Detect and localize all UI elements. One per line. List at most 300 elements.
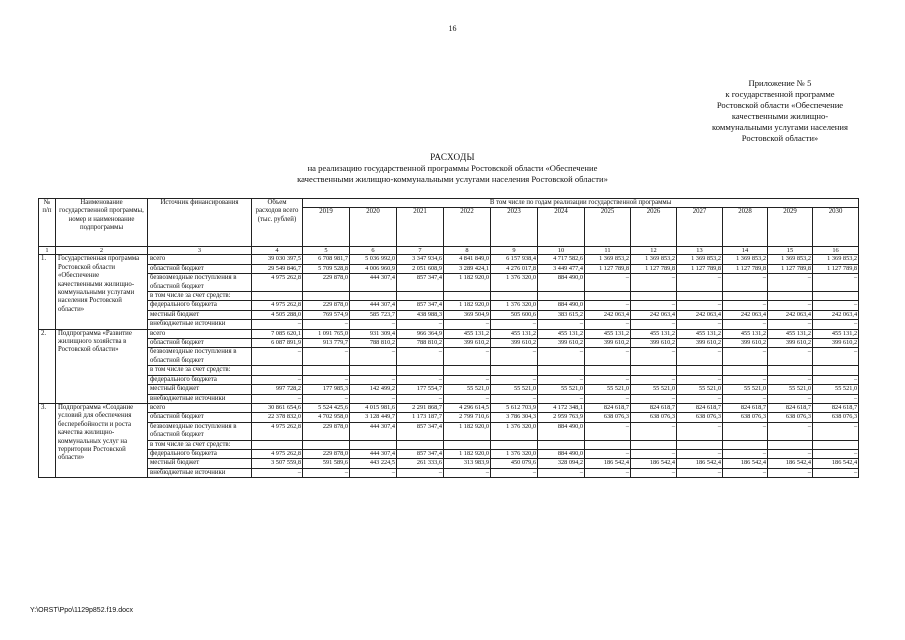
year-value: 5 612 703,9 — [491, 403, 538, 412]
total-value: 4 975 262,8 — [252, 301, 303, 310]
year-value — [585, 440, 631, 449]
year-value: 229 878,0 — [303, 274, 350, 292]
year-value: – — [585, 375, 631, 384]
year-value: – — [397, 348, 444, 366]
year-value: 884 490,0 — [538, 301, 585, 310]
year-value: 638 076,3 — [677, 413, 723, 422]
col-header-year: 2021 — [397, 208, 444, 247]
year-value — [768, 292, 813, 301]
total-value — [252, 292, 303, 301]
appendix-line: Ростовской области «Обеспечение — [716, 100, 844, 110]
year-value: – — [303, 348, 350, 366]
year-value: 4 717 582,6 — [538, 255, 585, 264]
column-number: 12 — [631, 247, 677, 255]
year-value: 399 610,2 — [538, 339, 585, 348]
table-body — [39, 255, 859, 478]
year-value — [538, 440, 585, 449]
year-value: 1 376 320,0 — [491, 301, 538, 310]
year-value — [723, 440, 768, 449]
section-name: Подпрограмма «Создание условий для обеспечения бесперебойности и роста качества жилищно-коммунальных услуг на территории Ростовской области» — [56, 403, 148, 477]
funding-source: в том числе за счет средств: — [148, 366, 252, 375]
year-value: – — [303, 375, 350, 384]
section-name: Государственная программа Ростовской области «Обеспечение качественными жилищно-коммунальными услугами населения Ростовской области» — [56, 255, 148, 329]
funding-source: в том числе за счет средств: — [148, 440, 252, 449]
year-value: 857 347,4 — [397, 274, 444, 292]
year-value: 328 094,2 — [538, 459, 585, 468]
column-number: 6 — [350, 247, 397, 255]
year-value: 1 376 320,0 — [491, 274, 538, 292]
year-value: – — [491, 468, 538, 477]
total-value: 6 087 891,9 — [252, 339, 303, 348]
total-value: 4 975 262,8 — [252, 449, 303, 458]
title-line: качественными жилищно-коммунальными услугами населения Ростовской области» — [297, 174, 608, 184]
year-value: 399 610,2 — [813, 339, 859, 348]
year-value: 55 521,0 — [538, 385, 585, 394]
year-value: 186 542,4 — [813, 459, 859, 468]
year-value: – — [723, 449, 768, 458]
file-path-footer: Y:\ORST\Ppo\1129p852.f19.docx — [30, 607, 133, 614]
year-value: 638 076,3 — [768, 413, 813, 422]
year-value: 242 063,4 — [585, 310, 631, 319]
year-value: 638 076,3 — [585, 413, 631, 422]
year-value: 455 131,2 — [677, 329, 723, 338]
year-value: 186 542,4 — [585, 459, 631, 468]
year-value: 585 723,7 — [350, 310, 397, 319]
year-value: 399 610,2 — [444, 339, 491, 348]
year-value: 4 006 960,9 — [350, 264, 397, 273]
year-value: – — [631, 274, 677, 292]
funding-source: местный бюджет — [148, 385, 252, 394]
year-value — [444, 440, 491, 449]
table-row — [39, 385, 859, 394]
column-number: 15 — [768, 247, 813, 255]
year-value: 884 490,0 — [538, 422, 585, 440]
year-value: – — [585, 348, 631, 366]
year-value: 824 618,7 — [723, 403, 768, 412]
year-value — [350, 366, 397, 375]
funding-source: всего — [148, 329, 252, 338]
year-value: 5 524 425,6 — [303, 403, 350, 412]
year-value: 1 182 920,0 — [444, 301, 491, 310]
table-row — [39, 264, 859, 273]
appendix-line: коммунальными услугами населения — [712, 122, 848, 132]
column-number: 1 — [39, 247, 56, 255]
appendix-line: Приложение № 5 — [748, 78, 812, 88]
year-value: – — [677, 422, 723, 440]
year-value: 55 521,0 — [491, 385, 538, 394]
year-value: 186 542,4 — [677, 459, 723, 468]
year-value: 2 291 868,7 — [397, 403, 444, 412]
year-value: 1 127 789,8 — [677, 264, 723, 273]
column-number: 8 — [444, 247, 491, 255]
year-value: 2 051 608,9 — [397, 264, 444, 273]
year-value — [350, 440, 397, 449]
year-value: – — [768, 301, 813, 310]
year-value: – — [350, 348, 397, 366]
year-value: – — [585, 274, 631, 292]
year-value: 383 615,2 — [538, 310, 585, 319]
year-value: 3 786 304,3 — [491, 413, 538, 422]
year-value: 2 799 710,6 — [444, 413, 491, 422]
total-value: 4 975 262,8 — [252, 274, 303, 292]
year-value: 55 521,0 — [723, 385, 768, 394]
year-value: 4 841 849,0 — [444, 255, 491, 264]
year-value: – — [768, 422, 813, 440]
year-value: – — [723, 301, 768, 310]
year-value — [303, 366, 350, 375]
col-header-year: 2024 — [538, 208, 585, 247]
year-value — [768, 366, 813, 375]
year-value: – — [768, 348, 813, 366]
year-value: 455 131,2 — [585, 329, 631, 338]
column-number: 5 — [303, 247, 350, 255]
year-value: – — [585, 449, 631, 458]
funding-source: всего — [148, 403, 252, 412]
page-number: 16 — [448, 24, 457, 33]
year-value: 55 521,0 — [813, 385, 859, 394]
year-value: 177 985,3 — [303, 385, 350, 394]
year-value: – — [631, 422, 677, 440]
total-value: 29 549 846,7 — [252, 264, 303, 273]
year-value — [444, 366, 491, 375]
year-value: 913 779,7 — [303, 339, 350, 348]
year-value: 638 076,3 — [631, 413, 677, 422]
year-value: 1 127 789,8 — [585, 264, 631, 273]
year-value: – — [350, 375, 397, 384]
year-value: 1 376 320,0 — [491, 422, 538, 440]
year-value: 1 127 789,8 — [723, 264, 768, 273]
appendix-line: Ростовской области» — [741, 133, 819, 143]
year-value: 229 878,0 — [303, 301, 350, 310]
total-value: 39 030 397,5 — [252, 255, 303, 264]
year-value: – — [491, 348, 538, 366]
col-header-year: 2019 — [303, 208, 350, 247]
year-value: 966 364,9 — [397, 329, 444, 338]
table-row — [39, 468, 859, 477]
year-value: 788 810,2 — [350, 339, 397, 348]
year-value: 4 015 981,6 — [350, 403, 397, 412]
year-value: 1 173 187,7 — [397, 413, 444, 422]
year-value — [491, 366, 538, 375]
year-value: – — [538, 320, 585, 329]
total-value: 7 085 620,1 — [252, 329, 303, 338]
year-value: 931 309,4 — [350, 329, 397, 338]
section-number: 3. — [39, 403, 56, 477]
year-value: – — [768, 320, 813, 329]
year-value: 399 610,2 — [585, 339, 631, 348]
table-row — [39, 301, 859, 310]
year-value — [677, 292, 723, 301]
column-number-row — [39, 247, 859, 255]
year-value: 242 063,4 — [723, 310, 768, 319]
year-value: – — [631, 375, 677, 384]
year-value: – — [350, 394, 397, 403]
year-value: 769 574,9 — [303, 310, 350, 319]
year-value: 369 504,9 — [444, 310, 491, 319]
year-value: – — [631, 468, 677, 477]
table-row — [39, 403, 859, 412]
year-value: 6 157 938,4 — [491, 255, 538, 264]
table-row — [39, 348, 859, 366]
year-value: 261 333,6 — [397, 459, 444, 468]
year-value: 229 878,0 — [303, 422, 350, 440]
year-value: – — [397, 375, 444, 384]
year-value: – — [813, 449, 859, 458]
year-value: 142 499,2 — [350, 385, 397, 394]
year-value: 1 369 853,2 — [677, 255, 723, 264]
year-value: 5 036 992,0 — [350, 255, 397, 264]
funding-source: областной бюджет — [148, 264, 252, 273]
year-value — [723, 366, 768, 375]
section-number: 1. — [39, 255, 56, 329]
year-value: 638 076,3 — [723, 413, 768, 422]
year-value: 399 610,2 — [677, 339, 723, 348]
total-value: – — [252, 348, 303, 366]
table-row — [39, 440, 859, 449]
year-value: 444 307,4 — [350, 274, 397, 292]
year-value: 186 542,4 — [768, 459, 813, 468]
year-value: 824 618,7 — [677, 403, 723, 412]
column-number: 11 — [585, 247, 631, 255]
document-title — [0, 152, 905, 185]
year-value: – — [538, 394, 585, 403]
year-value: – — [444, 348, 491, 366]
year-value: 857 347,4 — [397, 422, 444, 440]
year-value: – — [631, 394, 677, 403]
year-value: – — [813, 301, 859, 310]
column-number: 4 — [252, 247, 303, 255]
year-value: – — [350, 468, 397, 477]
year-value: – — [723, 394, 768, 403]
year-value — [303, 440, 350, 449]
column-number: 16 — [813, 247, 859, 255]
year-value: 444 307,4 — [350, 449, 397, 458]
year-value: 438 988,3 — [397, 310, 444, 319]
year-value: 1 182 920,0 — [444, 449, 491, 458]
column-number: 10 — [538, 247, 585, 255]
year-value: – — [768, 468, 813, 477]
year-value: – — [768, 394, 813, 403]
total-value: 997 728,2 — [252, 385, 303, 394]
year-value: 443 224,5 — [350, 459, 397, 468]
title-main: РАСХОДЫ — [430, 152, 475, 162]
year-value: 1 127 789,8 — [768, 264, 813, 273]
year-value: – — [585, 468, 631, 477]
col-header-year: 2030 — [813, 208, 859, 247]
year-value: – — [491, 394, 538, 403]
year-value: 2 959 763,9 — [538, 413, 585, 422]
year-value: – — [397, 394, 444, 403]
year-value: – — [677, 394, 723, 403]
funding-source: федерального бюджета — [148, 301, 252, 310]
year-value: – — [723, 348, 768, 366]
appendix-note — [680, 78, 880, 144]
year-value: 857 347,4 — [397, 449, 444, 458]
year-value: 55 521,0 — [768, 385, 813, 394]
year-value: 4 172 348,1 — [538, 403, 585, 412]
column-number: 7 — [397, 247, 444, 255]
table-row — [39, 422, 859, 440]
table-row — [39, 255, 859, 264]
year-value — [723, 292, 768, 301]
funding-source: безвозмездные поступления в областной бюджет — [148, 348, 252, 366]
year-value: – — [585, 422, 631, 440]
year-value: 824 618,7 — [813, 403, 859, 412]
column-number: 14 — [723, 247, 768, 255]
year-value: 55 521,0 — [444, 385, 491, 394]
year-value: 455 131,2 — [813, 329, 859, 338]
section-name: Подпрограмма «Развитие жилищного хозяйства в Ростовской области» — [56, 329, 148, 403]
column-number: 3 — [148, 247, 252, 255]
year-value: – — [585, 320, 631, 329]
year-value: 455 131,2 — [538, 329, 585, 338]
funding-source: безвозмездные поступления в областной бюджет — [148, 422, 252, 440]
table-row — [39, 329, 859, 338]
col-header-year: 2027 — [677, 208, 723, 247]
year-value: 399 610,2 — [768, 339, 813, 348]
year-value: 444 307,4 — [350, 301, 397, 310]
year-value: 186 542,4 — [631, 459, 677, 468]
funding-source: местный бюджет — [148, 310, 252, 319]
year-value: 229 878,0 — [303, 449, 350, 458]
year-value — [397, 366, 444, 375]
year-value: 242 063,4 — [631, 310, 677, 319]
column-number: 2 — [56, 247, 148, 255]
year-value: – — [813, 348, 859, 366]
year-value: 399 610,2 — [723, 339, 768, 348]
col-header-source: Источник финансирования — [148, 199, 252, 247]
funding-source: областной бюджет — [148, 339, 252, 348]
year-value: – — [303, 468, 350, 477]
year-value: – — [813, 375, 859, 384]
funding-source: безвозмездные поступления в областной бюджет — [148, 274, 252, 292]
col-header-year: 2023 — [491, 208, 538, 247]
year-value: 884 490,0 — [538, 449, 585, 458]
year-value: – — [538, 348, 585, 366]
title-line: на реализацию государственной программы Ростовской области «Обеспечение — [307, 163, 598, 173]
funding-source: внебюджетные источники — [148, 394, 252, 403]
year-value: – — [677, 320, 723, 329]
year-value — [585, 292, 631, 301]
year-value — [491, 440, 538, 449]
table-row — [39, 274, 859, 292]
funding-source: федерального бюджета — [148, 449, 252, 458]
table-row — [39, 375, 859, 384]
year-value: – — [303, 394, 350, 403]
year-value: – — [677, 375, 723, 384]
year-value: 1 376 320,0 — [491, 449, 538, 458]
column-number: 9 — [491, 247, 538, 255]
table-head — [39, 199, 859, 255]
year-value — [444, 292, 491, 301]
year-value — [631, 292, 677, 301]
year-value: – — [444, 394, 491, 403]
year-value: – — [585, 394, 631, 403]
year-value: 455 131,2 — [768, 329, 813, 338]
year-value: 186 542,4 — [723, 459, 768, 468]
year-value: 505 600,6 — [491, 310, 538, 319]
funding-source: федерального бюджета — [148, 375, 252, 384]
year-value: 399 610,2 — [631, 339, 677, 348]
year-value: 884 490,0 — [538, 274, 585, 292]
year-value: 242 063,4 — [768, 310, 813, 319]
year-value: – — [723, 468, 768, 477]
year-value: – — [538, 468, 585, 477]
year-value: 1 182 920,0 — [444, 422, 491, 440]
year-value: 242 063,4 — [677, 310, 723, 319]
year-value — [538, 292, 585, 301]
appendix-line: к государственной программе — [725, 89, 835, 99]
year-value — [397, 292, 444, 301]
year-value: – — [350, 320, 397, 329]
year-value: 1 369 853,2 — [585, 255, 631, 264]
year-value: – — [723, 375, 768, 384]
year-value: – — [768, 274, 813, 292]
year-value: – — [677, 468, 723, 477]
total-value: 30 861 654,6 — [252, 403, 303, 412]
col-header-year: 2026 — [631, 208, 677, 247]
year-value: – — [491, 320, 538, 329]
year-value: – — [397, 468, 444, 477]
col-header-year: 2029 — [768, 208, 813, 247]
col-header-year: 2025 — [585, 208, 631, 247]
year-value — [350, 292, 397, 301]
funding-source: в том числе за счет средств: — [148, 292, 252, 301]
year-value: 4 276 017,8 — [491, 264, 538, 273]
total-value — [252, 366, 303, 375]
year-value: – — [723, 422, 768, 440]
year-value: – — [813, 320, 859, 329]
year-value: 3 347 934,6 — [397, 255, 444, 264]
year-value: – — [677, 449, 723, 458]
total-value: 22 378 832,0 — [252, 413, 303, 422]
appendix-line: качественными жилищно- — [731, 111, 829, 121]
year-value: 4 702 958,0 — [303, 413, 350, 422]
year-value: – — [444, 320, 491, 329]
funding-source: внебюджетные источники — [148, 320, 252, 329]
year-value: 55 521,0 — [585, 385, 631, 394]
year-value: – — [303, 320, 350, 329]
year-value: 450 079,6 — [491, 459, 538, 468]
col-header-idx: № п/п — [39, 199, 56, 247]
year-value: – — [631, 301, 677, 310]
total-value: 4 505 288,0 — [252, 310, 303, 319]
year-value: 1 127 789,8 — [631, 264, 677, 273]
total-value: 4 975 262,8 — [252, 422, 303, 440]
year-value: – — [813, 394, 859, 403]
year-value: 824 618,7 — [631, 403, 677, 412]
year-value: 3 128 449,7 — [350, 413, 397, 422]
col-header-year: 2022 — [444, 208, 491, 247]
table-row — [39, 394, 859, 403]
column-number: 13 — [677, 247, 723, 255]
year-value: 3 289 424,1 — [444, 264, 491, 273]
year-value: 177 554,7 — [397, 385, 444, 394]
year-value — [677, 440, 723, 449]
col-header-year: 2020 — [350, 208, 397, 247]
col-header-year: 2028 — [723, 208, 768, 247]
funding-source: всего — [148, 255, 252, 264]
year-value — [813, 440, 859, 449]
total-value: – — [252, 375, 303, 384]
expenses-table — [38, 198, 859, 478]
expenses-table-wrapper — [38, 198, 858, 478]
year-value: – — [813, 422, 859, 440]
year-value — [813, 292, 859, 301]
year-value: 1 127 789,8 — [813, 264, 859, 273]
col-header-name: Наименование государственной программы, номер и наименование подпрограммы — [56, 199, 148, 247]
year-value: – — [768, 375, 813, 384]
